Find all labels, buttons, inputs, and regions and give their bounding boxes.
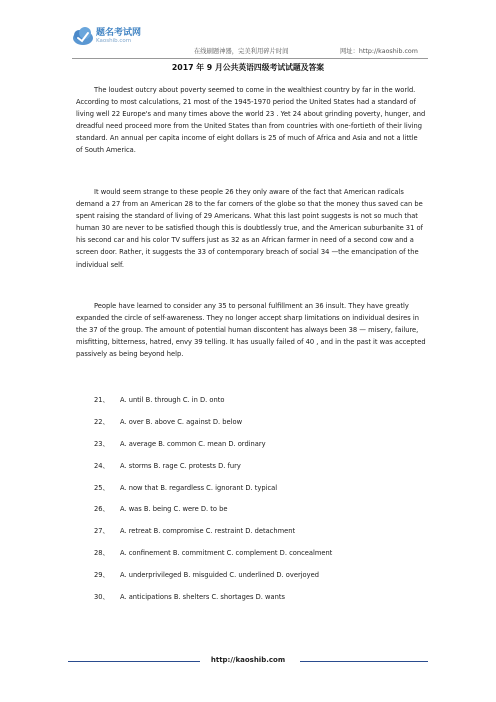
question-item — [94, 526, 424, 548]
site-logo[interactable] — [72, 22, 152, 52]
question-options: A. retreat B. compromise C. restraint D. detachment — [120, 527, 296, 536]
question-options: A. storms B. rage C. protests D. fury — [120, 461, 241, 470]
passage-paragraph-2: It would seem strange to these people 26 they only aware of the fact that American radicals demand a 27 from an American 28 to the far corners of the globe so that the money thus saved can be spent raising the standard of living of 29 Americans. What this last point suggests is not so much that human 30 are never to be satisfied though this is doubtlessly true, and the American suburbanite 31 of his second car and his color TV suffers just as 32 as an African farmer in need of a second cow and a screen door. Rather, it suggests the 33 of contemporary breach of social 34 —the emancipation of the individual self. — [76, 188, 423, 269]
question-item — [94, 483, 424, 505]
question-number: 24、 — [94, 461, 110, 470]
question-item — [94, 439, 424, 461]
question-options: A. anticipations B. shelters C. shortages D. wants — [120, 593, 285, 602]
page-header — [72, 22, 428, 58]
passage-paragraph-3: People have learned to consider any 35 to personal fulfillment an 36 insult. They have greatly expanded the circle of self-awareness. They no longer accept sharp limitations on individual desires in the 37 of the group. The amount of potential human discontent has always been 38 — misery, failure, misfitting, bitterness, hatred, envy 39 telling. It has usually failed of 40 , and in the past it was accepted passively as being beyond help. — [76, 302, 426, 359]
logo-subtitle: Kaoshib.com — [96, 38, 132, 44]
question-number: 23、 — [94, 439, 110, 448]
question-number: 26、 — [94, 505, 110, 514]
question-number: 25、 — [94, 483, 110, 492]
header-tagline: 在线刷题神器，完美利用碎片时间 — [194, 48, 289, 55]
logo-title: 题名考试网 — [96, 28, 142, 38]
document-title: 2017 年 9 月公共英语四级考试试题及答案 — [171, 63, 325, 72]
question-number: 22、 — [94, 417, 110, 426]
question-item — [94, 592, 424, 614]
question-options: A. was B. being C. were D. to be — [120, 505, 228, 514]
question-item — [94, 504, 424, 526]
footer-url[interactable]: http://kaoshib.com — [210, 656, 286, 664]
logo-cloud-icon — [72, 25, 94, 47]
question-number: 21、 — [94, 396, 110, 404]
question-item — [94, 417, 424, 439]
question-number: 28、 — [94, 549, 110, 558]
question-number: 29、 — [94, 571, 110, 580]
question-item — [94, 548, 424, 570]
question-list — [94, 395, 424, 614]
question-options: A. average B. common C. mean D. ordinary — [120, 439, 266, 448]
question-options: A. over B. above C. against D. below — [120, 417, 243, 426]
question-options: A. now that B. regardless C. ignorant D. typical — [120, 483, 278, 492]
question-number: 30、 — [94, 593, 110, 602]
header-divider — [72, 58, 428, 59]
question-item — [94, 461, 424, 483]
question-item — [94, 395, 424, 417]
passage-paragraph-1: The loudest outcry about poverty seemed to come in the wealthiest country by far in the world. According to most calculations, 21 most of the 1945-1970 period the United States had a standard of living well 22 Europe's and many times above the world 23 . Yet 24 about grinding poverty, hunger, and dreadful need proceed more from the United States than from countries with one-fortieth of their living standard. An annual per capita income of eight dollars is 25 of much of Africa and Asia and not a little of South America. — [76, 86, 426, 155]
question-options: A. until B. through C. in D. onto — [120, 396, 225, 404]
question-item — [94, 570, 424, 592]
question-number: 27、 — [94, 527, 110, 536]
header-site-url[interactable]: 网址：http://kaoshib.com — [340, 48, 418, 55]
question-options: A. underprivileged B. misguided C. underlined D. overjoyed — [120, 571, 319, 580]
question-options: A. confinement B. commitment C. complement D. concealment — [120, 549, 333, 558]
